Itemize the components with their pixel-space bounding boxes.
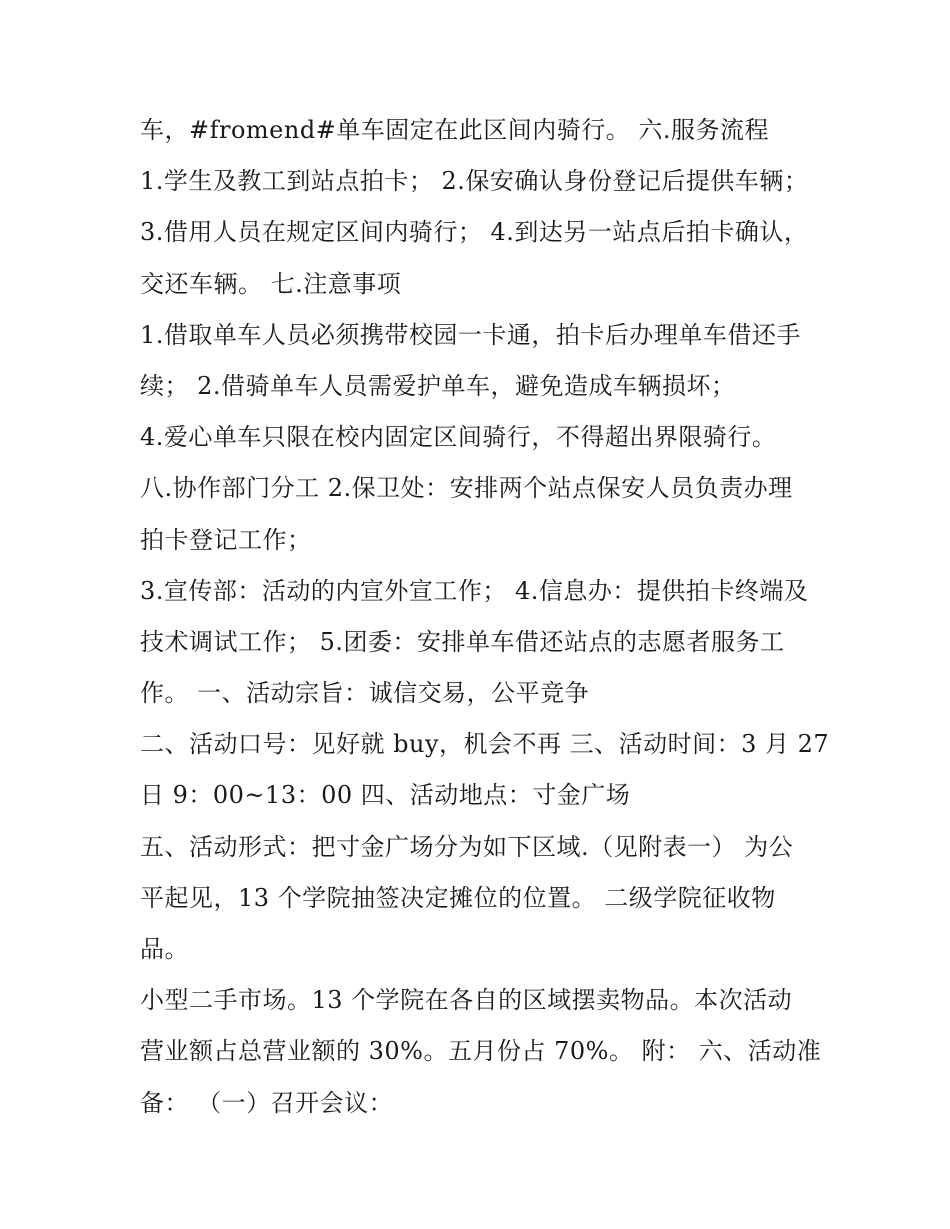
text-line: 平起见，13 个学院抽签决定摊位的位置。 二级学院征收物 — [140, 883, 776, 912]
text-line: 3.宣传部：活动的内宣外宣工作； 4.信息办：提供拍卡终端及 — [140, 576, 809, 605]
text-line: 作。 一、活动宗旨：诚信交易，公平竞争 — [140, 679, 590, 708]
text-line: 技术调试工作； 5.团委：安排单车借还站点的志愿者服务工 — [140, 627, 785, 656]
text-line: 营业额占总营业额的 30%。五月份占 70%。 附： 六、活动准 — [140, 1037, 822, 1066]
text-line: 交还车辆。 七.注意事项 — [140, 269, 402, 298]
document-body — [140, 108, 830, 1132]
text-line: 3.借用人员在规定区间内骑行； 4.到达另一站点后拍卡确认， — [140, 218, 809, 247]
text-line: 续； 2.借骑单车人员需爱护单车，避免造成车辆损坏； — [140, 371, 736, 400]
text-line: 备： （一）召开会议： — [140, 1088, 394, 1117]
text-line: 1.借取单车人员必须携带校园一卡通，拍卡后办理单车借还手 — [140, 320, 801, 349]
text-line: 拍卡登记工作； — [140, 525, 312, 554]
text-line: 车，#fromend#单车固定在此区间内骑行。 六.服务流程 — [140, 116, 770, 144]
text-line: 小型二手市场。13 个学院在各自的区域摆卖物品。本次活动 — [140, 986, 793, 1015]
text-line: 品。 — [140, 935, 189, 963]
text-line: 八.协作部门分工 2.保卫处：安排两个站点保安人员负责办理 — [140, 474, 793, 503]
text-line: 二、活动口号：见好就 buy，机会不再 三、活动时间：3 月 27 — [140, 730, 830, 759]
text-line: 4.爱心单车只限在校内固定区间骑行，不得超出界限骑行。 — [140, 423, 777, 452]
text-line: 日 9：00~13：00 四、活动地点：寸金广场 — [140, 781, 631, 810]
text-line: 五、活动形式：把寸金广场分为如下区域.（见附表一） 为公 — [140, 832, 794, 861]
text-line: 1.学生及教工到站点拍卡； 2.保安确认身份登记后提供车辆； — [140, 167, 809, 196]
